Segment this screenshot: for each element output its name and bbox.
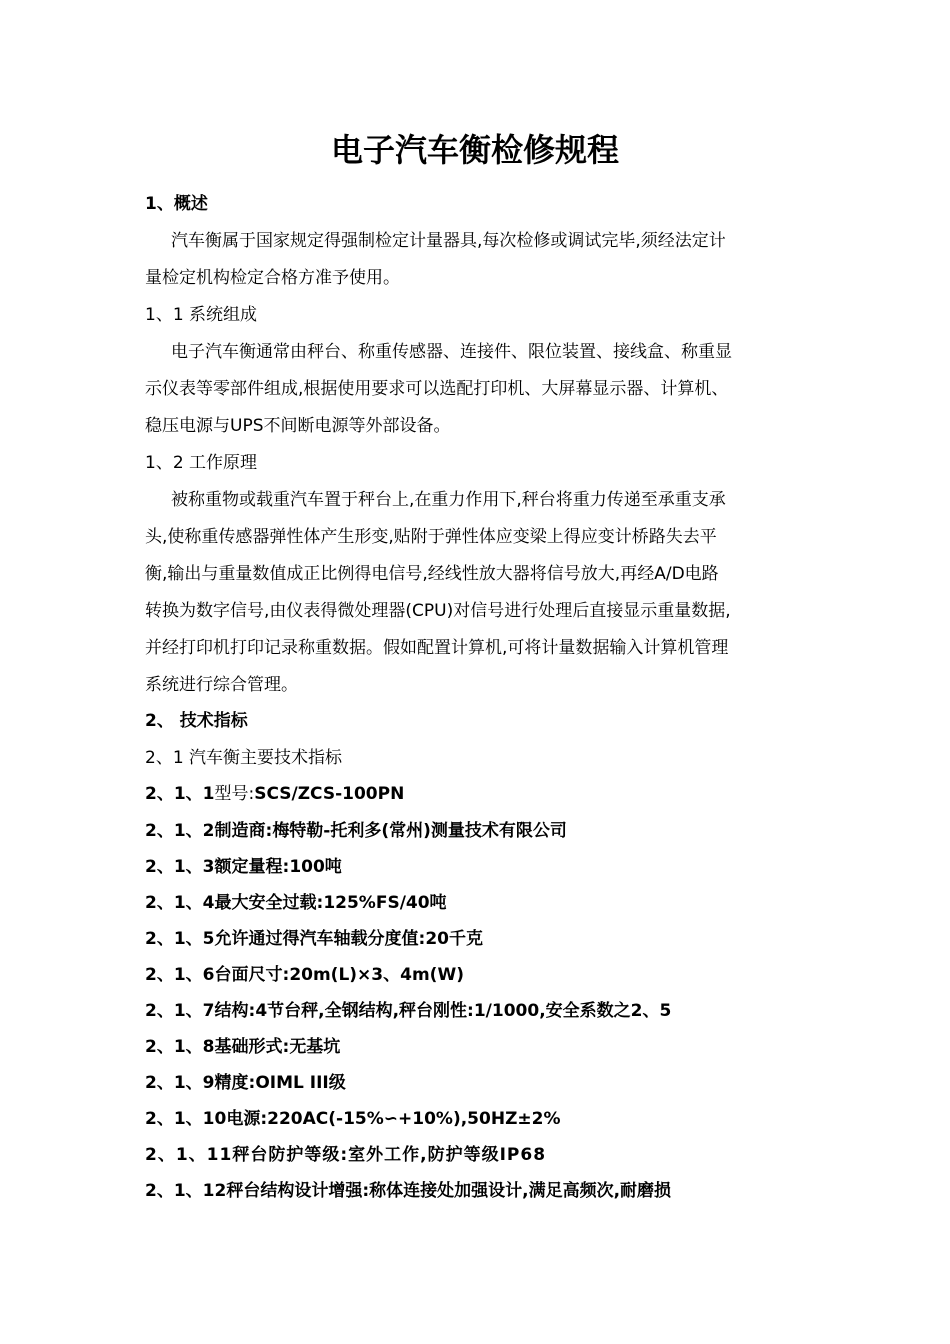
spec-item [145, 927, 810, 951]
spec-number: 2、1、2 [145, 821, 215, 841]
spec-value: 无基坑 [289, 1037, 341, 1057]
spec-label: 制造商: [214, 821, 273, 841]
spec-item [145, 1143, 810, 1167]
section-1-1-paragraph-line-1: 电子汽车衡通常由秤台、称重传感器、连接件、限位装置、接线盒、称重显 [171, 342, 732, 362]
spec-label: 最大安全过载: [214, 893, 324, 913]
section-1-1-paragraph-line-2: 示仪表等零部件组成,根据使用要求可以选配打印机、大屏幕显示器、计算机、 [145, 379, 729, 399]
section-1-2-paragraph-line-1: 被称重物或载重汽车置于秤台上,在重力作用下,秤台将重力传递至承重支承 [171, 490, 726, 510]
document-title: 电子汽车衡检修规程 [330, 131, 619, 169]
spec-item [145, 1179, 810, 1203]
spec-label: 型号: [214, 784, 255, 804]
spec-label: 允许通过得汽车轴载分度值: [214, 929, 426, 949]
spec-item [145, 1035, 810, 1059]
spec-label: 台面尺寸: [214, 965, 290, 985]
spec-label: 基础形式: [214, 1037, 290, 1057]
spec-label: 结构: [214, 1001, 256, 1021]
spec-value: 220AC(-15%∽+10%),50HZ±2% [267, 1109, 561, 1129]
spec-number: 2、1、11 [145, 1145, 233, 1165]
spec-number: 2、1、5 [145, 929, 215, 949]
spec-number: 2、1、10 [145, 1109, 227, 1129]
spec-value: 100吨 [289, 857, 342, 877]
section-1-paragraph-line-2: 量检定机构检定合格方准予使用。 [145, 268, 400, 288]
section-2-heading: 2、 技术指标 [145, 711, 248, 731]
spec-label: 电源: [226, 1109, 268, 1129]
spec-label: 秤台防护等级: [232, 1145, 349, 1165]
spec-value: 称体连接处加强设计,满足高频次,耐磨损 [369, 1181, 672, 1201]
spec-value: SCS/ZCS-100PN [254, 784, 405, 804]
section-1-2-paragraph-line-5: 并经打印机打印记录称重数据。假如配置计算机,可将计量数据输入计算机管理 [145, 638, 729, 658]
spec-value: 20千克 [425, 929, 483, 949]
section-1-2-paragraph-line-4: 转换为数字信号,由仪表得微处理器(CPU)对信号进行处理后直接显示重量数据, [145, 601, 731, 621]
section-1-heading: 1、概述 [145, 194, 208, 214]
spec-value: 室外工作,防护等级IP68 [348, 1145, 547, 1165]
spec-item [145, 999, 810, 1023]
spec-item [145, 819, 810, 843]
spec-item [145, 1107, 810, 1131]
spec-label: 额定量程: [214, 857, 290, 877]
spec-item [145, 1071, 810, 1095]
spec-value: OIML III级 [255, 1073, 346, 1093]
section-1-2-heading: 1、2 工作原理 [145, 453, 258, 473]
spec-label: 秤台结构设计增强: [226, 1181, 370, 1201]
spec-item [145, 855, 810, 879]
spec-number: 2、1、6 [145, 965, 215, 985]
spec-value: 4节台秤,全钢结构,秤台刚性:1/1000,安全系数之2、5 [255, 1001, 672, 1021]
section-1-2-paragraph-line-2: 头,使称重传感器弹性体产生形变,贴附于弹性体应变梁上得应变计桥路失去平 [145, 527, 717, 547]
section-1-2-paragraph-line-6: 系统进行综合管理。 [145, 675, 298, 695]
spec-item [145, 891, 810, 915]
spec-number: 2、1、9 [145, 1073, 215, 1093]
spec-number: 2、1、3 [145, 857, 215, 877]
spec-item [145, 963, 810, 987]
spec-number: 2、1、7 [145, 1001, 215, 1021]
spec-value: 125%FS/40吨 [323, 893, 447, 913]
spec-label: 精度: [214, 1073, 256, 1093]
spec-value: 梅特勒-托利多(常州)测量技术有限公司 [272, 821, 567, 841]
spec-number: 2、1、8 [145, 1037, 215, 1057]
spec-number: 2、1、12 [145, 1181, 227, 1201]
spec-item [145, 782, 810, 806]
spec-number: 2、1、1 [145, 784, 215, 804]
spec-number: 2、1、4 [145, 893, 215, 913]
section-1-1-heading: 1、1 系统组成 [145, 305, 258, 325]
spec-value: 20m(L)×3、4m(W) [289, 965, 464, 985]
section-1-2-paragraph-line-3: 衡,输出与重量数值成正比例得电信号,经线性放大器将信号放大,再经A/D电路 [145, 564, 719, 584]
section-1-1-paragraph-line-3: 稳压电源与UPS不间断电源等外部设备。 [145, 416, 451, 436]
section-2-1-heading: 2、1 汽车衡主要技术指标 [145, 748, 343, 768]
section-1-paragraph-line-1: 汽车衡属于国家规定得强制检定计量器具,每次检修或调试完毕,须经法定计 [171, 231, 726, 251]
